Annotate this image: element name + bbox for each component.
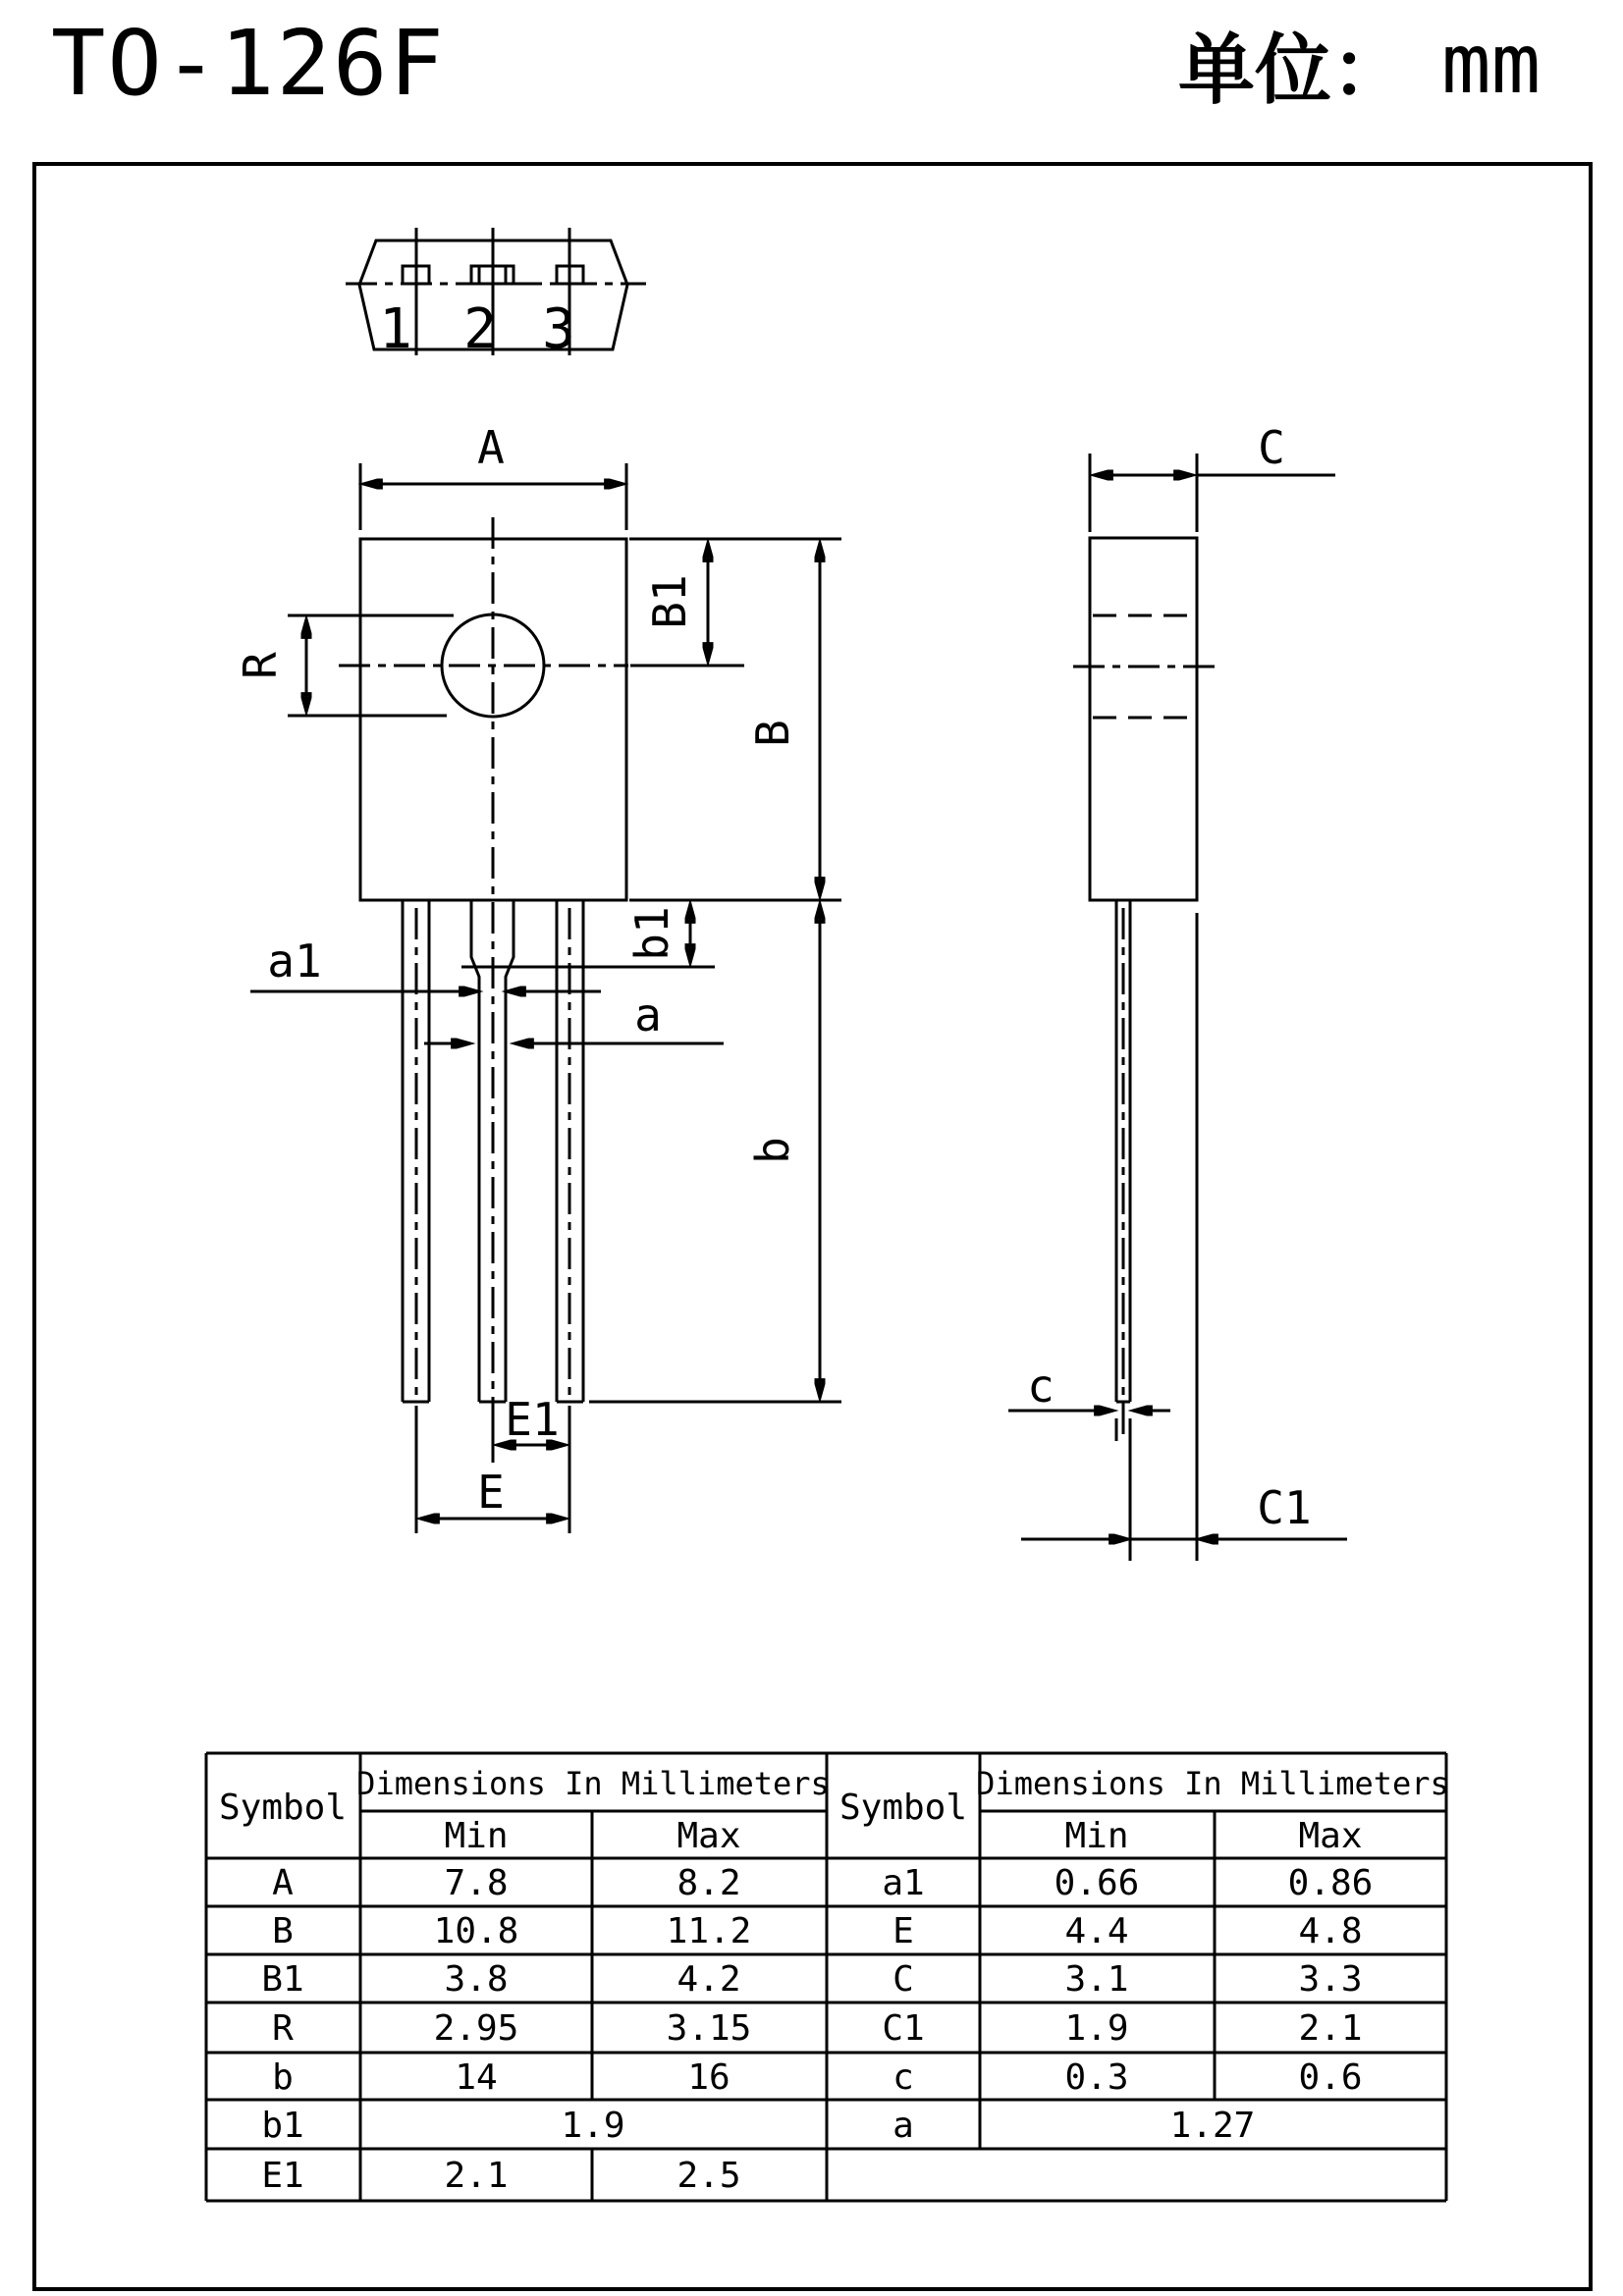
pin-3-number: 3 [542,297,575,361]
dim-label-E1: E1 [505,1393,560,1446]
cell-sym: E [893,1911,914,1951]
cell-sym: R [272,2008,294,2049]
dim-label-a: a [634,988,662,1041]
left-max-header: Max [676,1816,741,1856]
cell-min: 14 [455,2057,498,2098]
cell-max: 0.86 [1287,1863,1374,1903]
cell-max: 0.6 [1298,2057,1363,2098]
dimension-table-grid [206,1753,1446,2201]
dim-c [1008,1360,1170,1441]
cell-sym: c [893,2057,914,2098]
side-view [1073,538,1215,1441]
cell-max: 4.2 [676,1959,741,2000]
right-dim-header: Dimensions In Millimeters [976,1765,1449,1802]
dim-label-c: c [1027,1360,1055,1413]
left-symbol-header: Symbol [218,1788,348,1828]
cell-max: 4.8 [1298,1911,1363,1951]
dim-a1 [250,934,601,991]
cell-sym: C [893,1959,914,2000]
cell-max: 2.5 [676,2156,741,2196]
pin-2-number: 2 [463,297,497,361]
dim-label-B1: B1 [643,574,696,629]
dim-label-b1: b1 [625,906,678,961]
dim-label-E: E [477,1466,505,1519]
dim-a [424,988,724,1043]
cell-min: 4.4 [1064,1911,1129,1951]
dim-label-b: b [746,1137,799,1164]
cell-min: 0.3 [1064,2057,1129,2098]
cell-min: 3.1 [1064,1959,1129,2000]
dim-b [589,906,841,1402]
cell-min: 0.66 [1054,1863,1140,1903]
dim-label-R: R [234,652,287,679]
cell-sym: A [272,1863,294,1903]
cell-min: 1.9 [1064,2008,1129,2049]
right-max-header: Max [1298,1816,1363,1856]
cell-min: 7.8 [444,1863,509,1903]
cell-sym: B [272,1911,294,1951]
cell-max: 11.2 [666,1911,752,1951]
cell-max: 3.15 [666,2008,752,2049]
cell-sym: B1 [261,1959,304,2000]
dim-label-B: B [746,720,799,747]
page-title: TO-126F [51,11,446,116]
cell-min: 3.8 [444,1959,509,2000]
unit-label: 单位： [1178,26,1409,115]
cell-sym: b [272,2057,294,2098]
cell-min: 10.8 [433,1911,519,1951]
cell-max: 16 [687,2057,730,2098]
cell-sym: a1 [882,1863,925,1903]
dim-C [1090,421,1335,532]
left-dim-header: Dimensions In Millimeters [356,1765,830,1802]
right-min-header: Min [1064,1816,1129,1856]
left-min-header: Min [444,1816,509,1856]
dim-b1 [461,906,715,967]
cell-sym: a [893,2106,914,2146]
dim-B1 [629,539,841,666]
right-symbol-header: Symbol [839,1788,968,1828]
cell-sym: b1 [261,2106,304,2146]
cell-max: 8.2 [676,1863,741,1903]
cell-sym: C1 [882,2008,925,2049]
cell-max: 2.1 [1298,2008,1363,2049]
dim-label-C1: C1 [1257,1481,1312,1534]
dim-A [360,421,626,530]
pin-1-number: 1 [379,297,412,361]
top-view [346,228,646,361]
dim-label-A: A [477,421,505,474]
dim-C1 [1021,913,1347,1561]
cell-max: 3.3 [1298,1959,1363,2000]
unit-value: mm [1441,16,1542,112]
cell-sym: E1 [261,2156,304,2196]
dim-label-a1: a1 [267,934,322,988]
cell-merged-value: 1.27 [1169,2106,1256,2146]
dimension-table-left [219,1765,830,2196]
cell-merged-value: 1.9 [561,2106,625,2146]
dim-label-C: C [1258,421,1285,474]
cell-min: 2.95 [433,2008,519,2049]
cell-min: 2.1 [444,2156,509,2196]
